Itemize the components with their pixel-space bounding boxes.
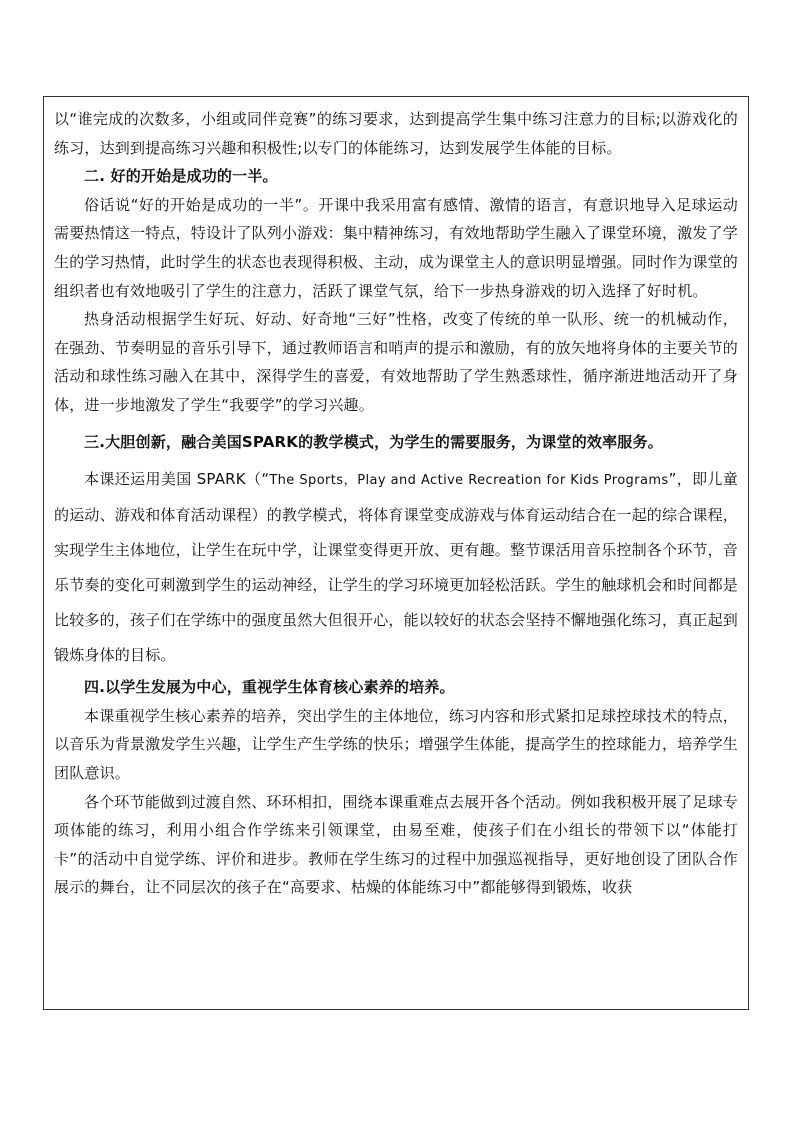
spark-english-name: The Sports，Play and Active Recreation for Kids Programs xyxy=(269,473,669,489)
section-heading-4: 四.以学生发展为中心，重视学生体育核心素养的培养。 xyxy=(84,678,455,697)
section-heading-2: 二. 好的开始是成功的一半。 xyxy=(84,167,278,186)
paragraph-practice-goals: 以“谁完成的次数多，小组或同伴竞赛”的练习要求，达到提高学生集中练习注意力的目标;以游戏化的练习，达到到提高练习兴趣和积极性;以专门的体能练习，达到发展学生体能的目标。 xyxy=(54,110,738,157)
section-heading-3: 三.大胆创新，融合美国SPARK的教学模式，为学生的需要服务，为课堂的效率服务。 xyxy=(84,432,663,451)
spark-text-body: ”，即儿童的运动、游戏和体育活动课程）的教学模式，将体育课堂变成游戏与体育运动结合在一起的综合课程，实现学生主体地位，让学生在玩中学，让课堂变得更开放、更有趣。整节课活用音乐控制各个环节，音乐节奏的变化可刺激到学生的运动神经，让学生的学习环境更加轻松活跃。学生的触球机会和时间都是比较多的，孩子们在学练中的强度虽然大但很开心，能以较好的状态会坚持不懈地强化练习，真正起到锻炼身体的目标。 xyxy=(54,470,739,665)
paragraph-good-start: 俗话说“好的开始是成功的一半”。开课中我采用富有感情、激情的语言，有意识地导入足球运动需要热情这一特点，特设计了队列小游戏：集中精神练习，有效地帮助学生融入了课堂环境，激发了学生的学习热情，此时学生的状态也表现得积极、主动，成为课堂主人的意识明显增强。同时作为课堂的组织者也有效地吸引了学生的注意力，活跃了课堂气氛，给下一步热身游戏的切入选择了好时机。 xyxy=(54,195,739,300)
paragraph-spark xyxy=(54,462,738,673)
paragraph-activities: 各个环节能做到过渡自然、环环相扣，围绕本课重难点去展开各个活动。例如我积极开展了足球专项体能的练习，利用小组合作学练来引领课堂，由易至难，使孩子们在小组长的带领下以“体能打卡”的活动中自觉学练、评价和进步。教师在学生练习的过程中加强巡视指导，更好地创设了团队合作展示的舞台，让不同层次的孩子在“高要求、枯燥的体能练习中”都能够得到锻炼，收获 xyxy=(54,792,738,897)
document-frame xyxy=(43,96,749,1010)
spark-text-lead: 本课还运用美国 SPARK（“ xyxy=(84,470,270,489)
paragraph-warmup: 热身活动根据学生好玩、好动、好奇地“三好”性格，改变了传统的单一队形、统一的机械动作，在强劲、节奏明显的音乐引导下，通过教师语言和哨声的提示和激励，有的放矢地将身体的主要关节的活动和球性练习融入在其中，深得学生的喜爱，有效地帮助了学生熟悉球性，循序渐进地活动开了身体，进一步地激发了学生“我要学”的学习兴趣。 xyxy=(54,310,739,414)
paragraph-core-literacy: 本课重视学生核心素养的培养，突出学生的主体地位，练习内容和形式紧扣足球控球技术的特点，以音乐为背景激发学生兴趣，让学生产生学练的快乐；增强学生体能，提高学生的控球能力，培养学生团队意识。 xyxy=(54,706,739,782)
